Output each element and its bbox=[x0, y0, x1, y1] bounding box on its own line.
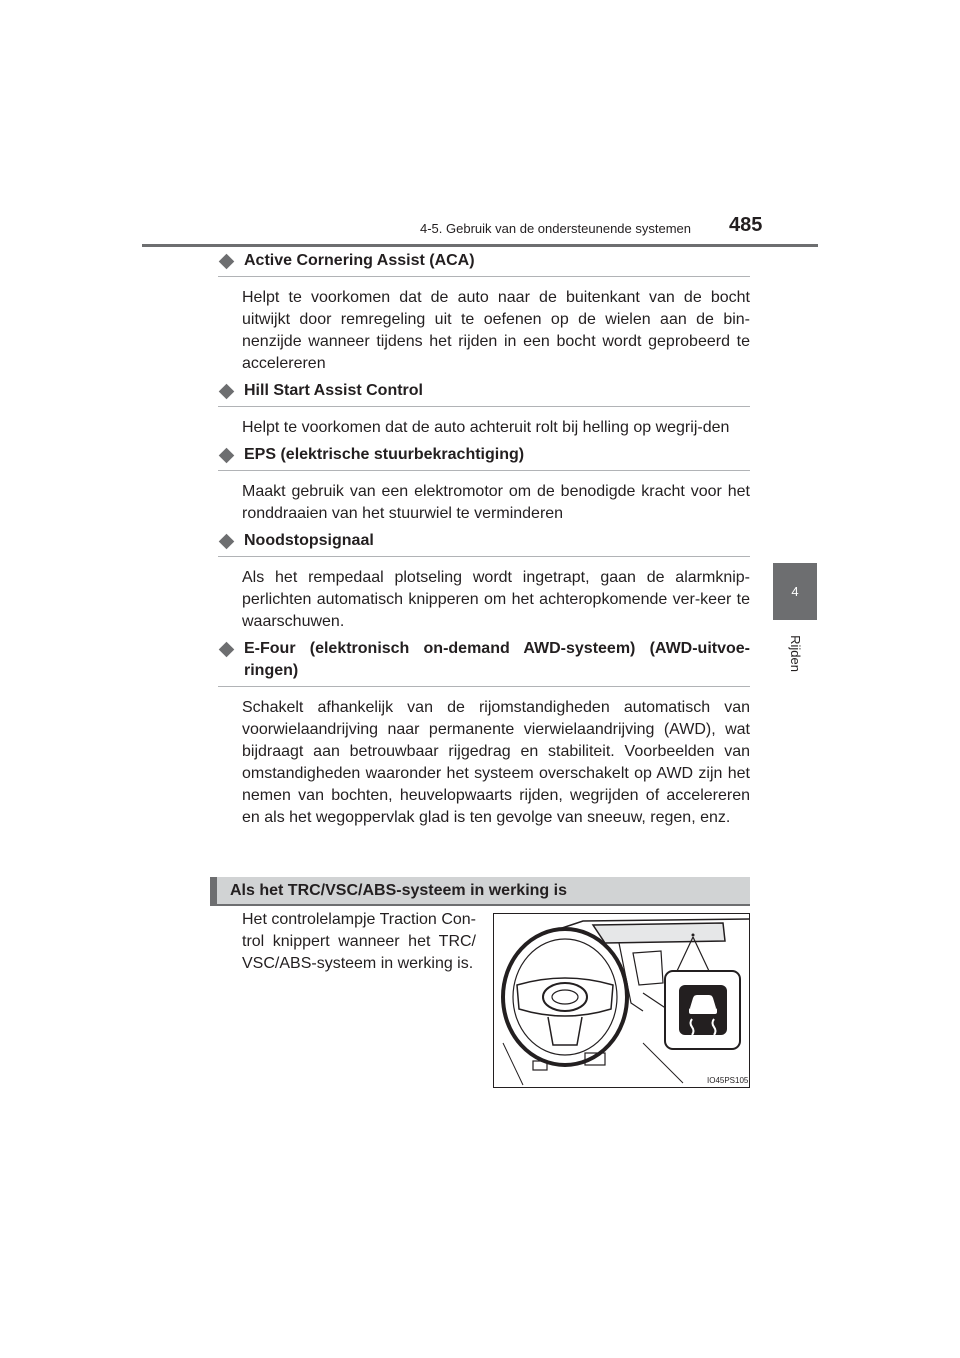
traction-control-slip-icon bbox=[679, 985, 727, 1035]
section-title: EPS (elektrische stuurbekrachtiging) bbox=[218, 444, 750, 471]
section-body: Schakelt afhankelijk van de rijomstandigheden automatisch van voorwielaandrijving naar permanente vierwielaandrijving (AWD), wat bijdraagt aan betrouwbaar rijgedrag en stabiliteit. Voorbeelden van omstandigheden waaronder het systeem overschakelt op AWD zijn het nemen van bochten, heuvelopwaarts rijden, wegrijden of accelereren en als het wegoppervlak glad is ten gevolge van sneeuw, regen, enz. bbox=[242, 699, 750, 826]
section-body: Maakt gebruik van een elektromotor om de benodigde kracht voor het ronddraaien van het stuurwiel te verminderen bbox=[242, 483, 750, 522]
dashboard-illustration bbox=[493, 913, 750, 1088]
page-number: 485 bbox=[729, 214, 763, 236]
header-divider bbox=[142, 244, 818, 247]
section-emergency-stop-signal bbox=[218, 530, 750, 633]
diamond-bullet-icon bbox=[219, 254, 235, 270]
diamond-bullet-icon bbox=[219, 642, 235, 658]
chapter-label: Rijden bbox=[787, 634, 803, 672]
section-title: Hill Start Assist Control bbox=[218, 380, 750, 407]
section-eps bbox=[218, 444, 750, 525]
section-body: Helpt te voorkomen dat de auto naar de buitenkant van de bocht uitwijkt door remregeling uit te oefenen op de wielen aan de bin-nenzijde wanneer tijdens het rijden in een bocht wordt geprobeerd te accelereren bbox=[242, 289, 750, 372]
section-e-four bbox=[218, 638, 750, 829]
section-hill-start bbox=[218, 380, 750, 439]
diamond-bullet-icon bbox=[219, 448, 235, 464]
section-body: Helpt te voorkomen dat de auto achteruit rolt bij helling op wegrij-den bbox=[242, 419, 730, 436]
diamond-bullet-icon bbox=[219, 534, 235, 550]
section-title: Active Cornering Assist (ACA) bbox=[218, 250, 750, 277]
heading-bar bbox=[210, 877, 217, 904]
diamond-bullet-icon bbox=[219, 384, 235, 400]
section-title: E-Four (elektronisch on-demand AWD-systeem) (AWD-uitvoe-ringen) bbox=[218, 638, 750, 687]
section-aca bbox=[218, 250, 750, 375]
chapter-tab: 4 bbox=[773, 563, 817, 620]
main-content bbox=[218, 250, 750, 834]
trc-section-heading: Als het TRC/VSC/ABS-systeem in werking is bbox=[210, 877, 750, 906]
running-header-section: 4-5. Gebruik van de ondersteunende systemen bbox=[420, 221, 692, 236]
illustration-code: IO45PS105 bbox=[707, 1076, 749, 1085]
section-title: Noodstopsignaal bbox=[218, 530, 750, 557]
section-body: Als het rempedaal plotseling wordt ingetrapt, gaan de alarmknip-perlichten automatisch knipperen om het achteropkomende ver-keer te waarschuwen. bbox=[242, 569, 750, 630]
trc-section-body: Het controlelampje Traction Con-trol knippert wanneer het TRC/ VSC/ABS-systeem in werking is. bbox=[242, 911, 476, 972]
